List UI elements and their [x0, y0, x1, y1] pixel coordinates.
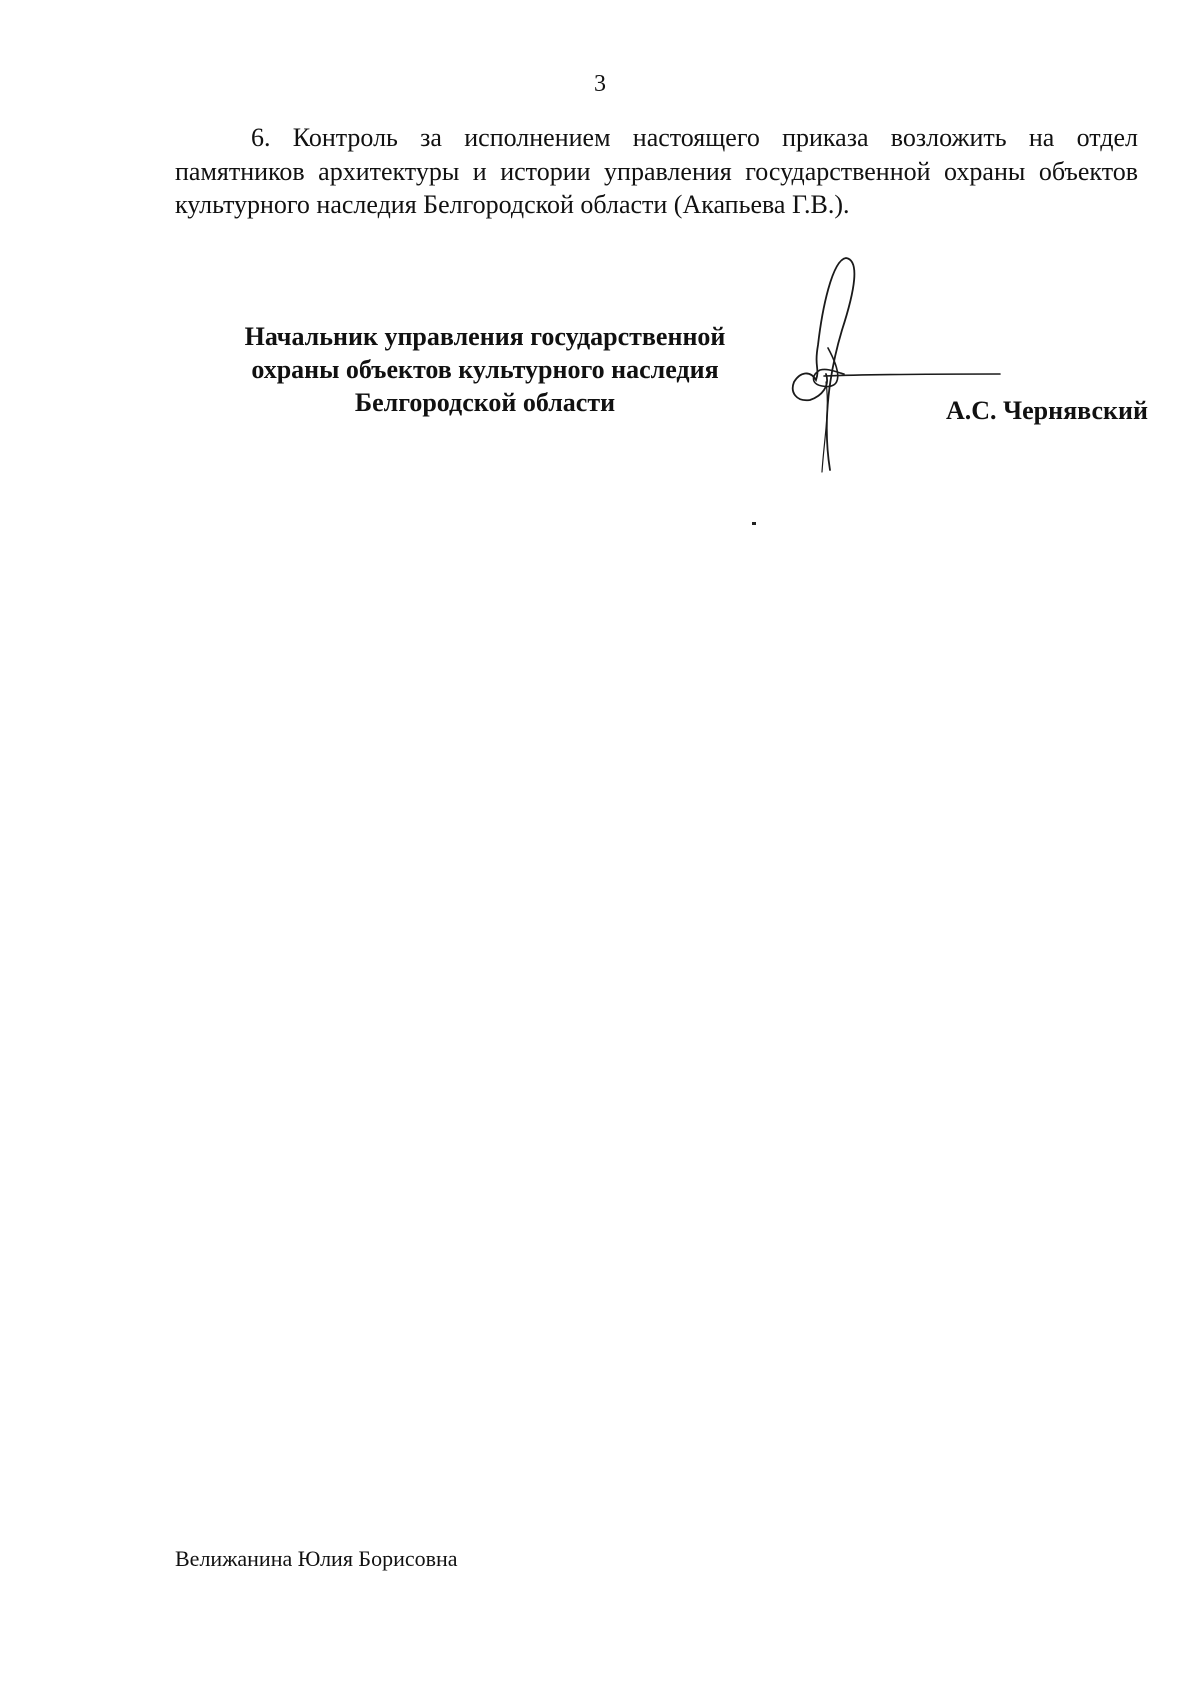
scan-speck [752, 522, 756, 525]
signatory-title [205, 320, 765, 419]
signatory-name: А.С. Чернявский [945, 396, 1148, 425]
order-paragraph-6: 6. Контроль за исполнением настоящего приказа возложить на отдел памятников архитектуры и истории управления государственной охраны объектов культурного наследия Белгородской области (Акапьева Г.В.). [175, 123, 1138, 219]
page-number: 3 [594, 71, 606, 97]
signatory-title-line-1: Начальник управления государственной [244, 322, 726, 351]
executor-name: Велижанина Юлия Борисовна [175, 1546, 458, 1571]
signatory-title-line-3: Белгородской области [354, 388, 616, 417]
handwritten-signature [760, 250, 1020, 475]
signatory-title-line-2: охраны объектов культурного наследия [251, 355, 719, 384]
